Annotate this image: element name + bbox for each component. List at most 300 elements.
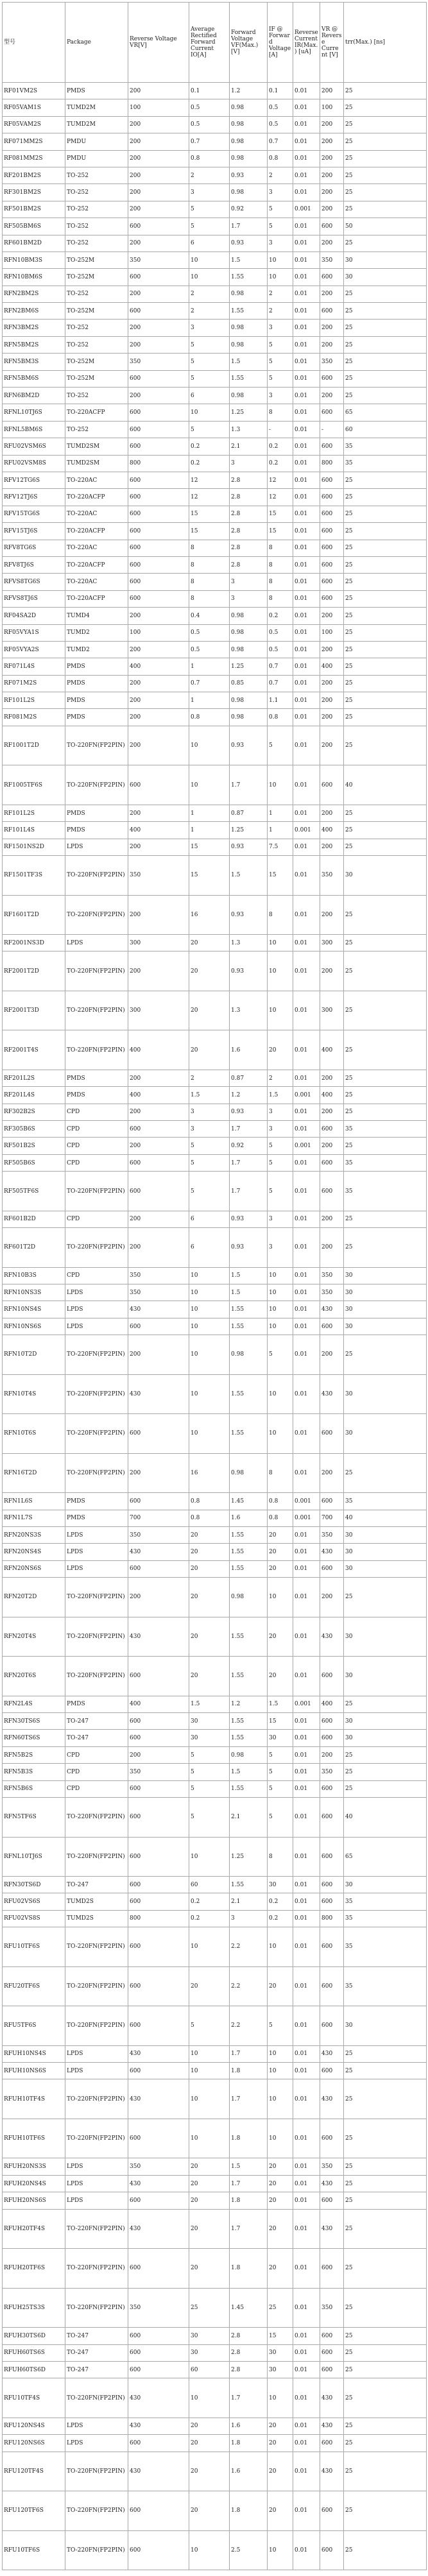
cell-forward-voltage: 1.45 [230,1493,268,1510]
cell-if: 20 [268,1030,293,1070]
cell-trr: 25 [344,1087,427,1104]
cell-package: LPDS [65,1284,128,1301]
cell-reverse-voltage: 600 [128,1154,189,1171]
cell-if: 10 [268,765,293,805]
cell-vr: 200 [320,709,344,726]
cell-forward-current: 5 [189,1798,230,1838]
cell-forward-current: 10 [189,2530,230,2570]
cell-part-number: RFUH20NS4S [3,2175,65,2192]
cell-vr: 200 [320,184,344,201]
cell-part-number: RFUH25TS3S [3,2288,65,2328]
cell-if: 0.2 [268,1893,293,1910]
cell-forward-voltage: 1.55 [230,1730,268,1746]
cell-forward-current: 1 [189,658,230,675]
cell-reverse-voltage: 200 [128,675,189,692]
cell-if: 1.1 [268,692,293,709]
cell-reverse-voltage: 430 [128,2378,189,2418]
cell-part-number: RFN5B6S [3,1780,65,1797]
cell-trr: 25 [344,83,427,99]
cell-trr: 25 [344,2249,427,2289]
cell-if: 3 [268,388,293,404]
cell-reverse-current: 0.01 [293,856,320,896]
table-row [3,421,427,438]
table-row [3,1764,427,1780]
cell-part-number: RF201L4S [3,1087,65,1104]
table-row [3,709,427,726]
table-row [3,2209,427,2249]
cell-forward-voltage: 2.8 [230,523,268,540]
cell-forward-current: 5 [189,1172,230,1211]
cell-if: 20 [268,1526,293,1543]
cell-forward-voltage: 0.98 [230,641,268,658]
table-row [3,235,427,252]
cell-forward-current: 10 [189,404,230,421]
cell-trr: 25 [344,2530,427,2570]
cell-package: TO-220FN(FP2PIN) [65,2530,128,2570]
cell-forward-voltage: 0.93 [230,951,268,991]
cell-trr: 25 [344,590,427,607]
cell-package: TUMD2 [65,641,128,658]
cell-reverse-current: 0.01 [293,839,320,855]
table-row [3,2491,427,2531]
cell-forward-current: 10 [189,1318,230,1335]
table-row [3,523,427,540]
cell-vr: 600 [320,218,344,235]
cell-if: 8 [268,404,293,421]
table-row [3,1414,427,1454]
cell-trr: 40 [344,1798,427,1838]
cell-forward-voltage: 1.25 [230,822,268,839]
cell-part-number: RF05VAM1S [3,99,65,116]
cell-reverse-voltage: 350 [128,1526,189,1543]
cell-forward-voltage: 1.7 [230,1121,268,1138]
cell-trr: 30 [344,1657,427,1696]
cell-forward-current: 0.2 [189,1910,230,1927]
cell-reverse-current: 0.01 [293,624,320,641]
table-row [3,1104,427,1120]
cell-reverse-current: 0.01 [293,2249,320,2289]
cell-reverse-voltage: 430 [128,2418,189,2434]
table-row [3,1780,427,1797]
cell-reverse-current: 0.01 [293,472,320,488]
cell-forward-voltage: 0.87 [230,805,268,821]
cell-package: CPD [65,1104,128,1120]
cell-if: 10 [268,2378,293,2418]
table-row [3,286,427,302]
cell-package: LPDS [65,1560,128,1577]
cell-trr: 25 [344,991,427,1030]
table-row [3,184,427,201]
cell-trr: 35 [344,438,427,455]
cell-package: TO-220AC [65,506,128,522]
cell-forward-voltage: 0.85 [230,675,268,692]
cell-forward-current: 20 [189,2158,230,2175]
cell-part-number: RFU10TF6S [3,1927,65,1967]
cell-if: 20 [268,2192,293,2209]
table-row [3,1966,427,2006]
cell-reverse-voltage: 200 [128,1578,189,1617]
cell-forward-voltage: 1.45 [230,2288,268,2328]
cell-trr: 30 [344,1267,427,1284]
cell-forward-current: 10 [189,252,230,268]
cell-trr: 30 [344,1374,427,1414]
cell-if: 5 [268,1335,293,1375]
cell-trr: 25 [344,2209,427,2249]
cell-reverse-voltage: 600 [128,1121,189,1138]
cell-reverse-current: 0.01 [293,286,320,302]
cell-forward-voltage: 0.92 [230,1138,268,1154]
cell-part-number: RF071MM2S [3,133,65,150]
cell-reverse-voltage: 350 [128,2288,189,2328]
cell-reverse-current: 0.01 [293,1070,320,1086]
cell-forward-current: 20 [189,2175,230,2192]
cell-vr: 600 [320,1730,344,1746]
cell-vr: 200 [320,839,344,855]
cell-vr: 600 [320,1414,344,1454]
cell-forward-voltage: 2.2 [230,1966,268,2006]
cell-part-number: RF081M2S [3,709,65,726]
cell-if: 0.8 [268,1493,293,1510]
cell-part-number: RF101L2S [3,805,65,821]
table-body [3,83,427,2570]
cell-vr: 200 [320,1453,344,1493]
cell-vr: 200 [320,951,344,991]
cell-forward-voltage: 1.6 [230,2452,268,2491]
cell-forward-current: 5 [189,354,230,370]
cell-trr: 25 [344,506,427,522]
cell-vr: 600 [320,2063,344,2079]
table-row [3,1893,427,1910]
cell-reverse-current: 0.01 [293,1746,320,1763]
cell-if: 25 [268,2288,293,2328]
cell-forward-current: 20 [189,1560,230,1577]
cell-if: 10 [268,2530,293,2570]
cell-package: PMDS [65,1493,128,1510]
cell-part-number: RFN2L4S [3,1696,65,1712]
cell-vr: 200 [320,895,344,935]
cell-vr: 430 [320,2452,344,2491]
cell-part-number: RF501B2S [3,1138,65,1154]
table-row [3,2344,427,2361]
cell-package: TO-220FN(FP2PIN) [65,2491,128,2531]
table-row [3,2418,427,2434]
cell-part-number: RFN20T6S [3,1657,65,1696]
cell-reverse-voltage: 430 [128,2452,189,2491]
cell-reverse-voltage: 200 [128,1138,189,1154]
cell-vr: 200 [320,1578,344,1617]
table-row [3,2328,427,2344]
cell-if: 10 [268,2079,293,2119]
cell-reverse-current: 0.01 [293,1927,320,1967]
table-row [3,895,427,935]
cell-forward-current: 5 [189,421,230,438]
cell-forward-voltage: 0.93 [230,1211,268,1227]
cell-reverse-current: 0.01 [293,574,320,590]
cell-trr: 30 [344,856,427,896]
cell-package: TO-220FN(FP2PIN) [65,1798,128,1838]
cell-reverse-voltage: 600 [128,2491,189,2531]
cell-vr: 600 [320,590,344,607]
cell-part-number: RF081MM2S [3,150,65,167]
cell-reverse-voltage: 700 [128,1510,189,1526]
cell-reverse-voltage: 600 [128,1657,189,1696]
cell-forward-voltage: 0.98 [230,1746,268,1763]
cell-if: 10 [268,991,293,1030]
cell-part-number: RFN10NS4S [3,1301,65,1318]
cell-package: TO-220FN(FP2PIN) [65,2452,128,2491]
cell-forward-current: 8 [189,574,230,590]
cell-trr: 25 [344,822,427,839]
cell-forward-current: 10 [189,2063,230,2079]
cell-forward-voltage: 2.1 [230,1798,268,1838]
cell-part-number: RF2001T3D [3,991,65,1030]
cell-vr: 600 [320,472,344,488]
cell-vr: 100 [320,99,344,116]
cell-forward-current: 15 [189,856,230,896]
cell-package: TO-252 [65,320,128,336]
cell-package: LPDS [65,839,128,855]
cell-forward-current: 10 [189,1837,230,1877]
table-row [3,2435,427,2452]
cell-reverse-voltage: 600 [128,2063,189,2079]
cell-if: 20 [268,2249,293,2289]
cell-part-number: RFNL5BM6S [3,421,65,438]
cell-trr: 25 [344,709,427,726]
cell-if: 10 [268,252,293,268]
cell-trr: 25 [344,2328,427,2344]
cell-package: LPDS [65,2175,128,2192]
cell-package: TO-252 [65,184,128,201]
table-row [3,608,427,624]
table-row [3,1510,427,1526]
table-row [3,2119,427,2158]
header-trr: trr(Max.) [ns] [344,3,427,83]
cell-forward-current: 5 [189,218,230,235]
cell-part-number: RFN5BM3S [3,354,65,370]
cell-trr: 25 [344,2418,427,2434]
cell-vr: 600 [320,2119,344,2158]
cell-forward-voltage: 1.5 [230,252,268,268]
cell-if: 10 [268,1301,293,1318]
cell-package: PMDU [65,150,128,167]
cell-part-number: RF501BM2S [3,201,65,218]
cell-vr: 200 [320,726,344,765]
cell-vr: 200 [320,388,344,404]
cell-forward-voltage: 1.5 [230,1284,268,1301]
table-row [3,2452,427,2491]
cell-if: 2 [268,286,293,302]
cell-forward-voltage: 1.3 [230,421,268,438]
cell-if: 5 [268,1154,293,1171]
cell-if: 5 [268,336,293,353]
cell-trr: 25 [344,556,427,573]
cell-part-number: RFNL10TJ6S [3,404,65,421]
cell-package: PMDS [65,1087,128,1104]
cell-reverse-voltage: 200 [128,726,189,765]
cell-forward-current: 0.8 [189,1510,230,1526]
cell-part-number: RFN16T2D [3,1453,65,1493]
cell-trr: 35 [344,455,427,472]
cell-part-number: RFN20T4S [3,1617,65,1657]
cell-part-number: RFN5B3S [3,1764,65,1780]
cell-reverse-voltage: 600 [128,2435,189,2452]
cell-vr: 200 [320,320,344,336]
cell-package: TO-247 [65,1713,128,1730]
cell-part-number: RFN5TF6S [3,1798,65,1838]
table-row [3,201,427,218]
cell-trr: 25 [344,2288,427,2328]
cell-vr: 600 [320,1560,344,1577]
cell-reverse-voltage: 200 [128,1228,189,1268]
cell-package: LPDS [65,2192,128,2209]
cell-reverse-voltage: 200 [128,839,189,855]
cell-reverse-voltage: 300 [128,991,189,1030]
cell-vr: 600 [320,2328,344,2344]
cell-reverse-voltage: 800 [128,1910,189,1927]
cell-trr: 35 [344,1893,427,1910]
cell-reverse-current: 0.01 [293,1172,320,1211]
cell-reverse-current: 0.01 [293,658,320,675]
cell-reverse-current: 0.01 [293,116,320,133]
cell-package: TO-220ACFP [65,590,128,607]
cell-reverse-current: 0.01 [293,1560,320,1577]
header-reverse-current: Reverse Current IR(Max.) [uA] [293,3,320,83]
cell-part-number: RFN10T6S [3,1414,65,1454]
cell-package: TO-220FN(FP2PIN) [65,2288,128,2328]
cell-reverse-current: 0.01 [293,1154,320,1171]
cell-reverse-current: 0.01 [293,1657,320,1696]
table-row [3,303,427,320]
table-row [3,1910,427,1927]
cell-package: TO-252 [65,421,128,438]
cell-if: 1 [268,822,293,839]
cell-vr: 100 [320,624,344,641]
cell-forward-current: 20 [189,2192,230,2209]
cell-if: 5 [268,370,293,387]
cell-vr: 200 [320,286,344,302]
cell-part-number: RFV12TJ6S [3,489,65,506]
table-row [3,675,427,692]
cell-package: TO-252 [65,286,128,302]
cell-reverse-current: 0.01 [293,489,320,506]
cell-if: 7.5 [268,839,293,855]
cell-part-number: RF1501NS2D [3,839,65,855]
cell-part-number: RFV8TJ6S [3,556,65,573]
table-row [3,472,427,488]
cell-package: TO-220FN(FP2PIN) [65,2378,128,2418]
table-row [3,1172,427,1211]
cell-reverse-current: 0.001 [293,1087,320,1104]
cell-package: TO-220FN(FP2PIN) [65,1414,128,1454]
cell-reverse-current: 0.01 [293,235,320,252]
cell-part-number: RF302B2S [3,1104,65,1120]
cell-forward-current: 10 [189,2119,230,2158]
cell-part-number: RFN2BM2S [3,286,65,302]
cell-package: TO-247 [65,2328,128,2344]
cell-vr: 600 [320,1713,344,1730]
cell-reverse-current: 0.01 [293,2192,320,2209]
cell-forward-current: 10 [189,2045,230,2062]
cell-package: TO-220FN(FP2PIN) [65,991,128,1030]
cell-if: 20 [268,2491,293,2531]
cell-trr: 25 [344,675,427,692]
cell-package: TO-252 [65,235,128,252]
cell-trr: 25 [344,370,427,387]
table-row [3,692,427,709]
cell-trr: 25 [344,235,427,252]
cell-forward-voltage: 1.55 [230,1544,268,1560]
cell-trr: 25 [344,2344,427,2361]
cell-reverse-current: 0.01 [293,370,320,387]
cell-reverse-voltage: 600 [128,590,189,607]
cell-reverse-current: 0.01 [293,150,320,167]
cell-forward-current: 10 [189,1374,230,1414]
cell-reverse-current: 0.01 [293,1526,320,1543]
table-row [3,489,427,506]
cell-if: 5 [268,1780,293,1797]
cell-forward-voltage: 1.8 [230,2435,268,2452]
cell-part-number: RF1005TF6S [3,765,65,805]
cell-vr: 200 [320,692,344,709]
table-row [3,951,427,991]
cell-reverse-voltage: 200 [128,116,189,133]
cell-reverse-voltage: 400 [128,1087,189,1104]
cell-part-number: RF305B6S [3,1121,65,1138]
cell-if: 0.8 [268,709,293,726]
cell-package: TO-220FN(FP2PIN) [65,895,128,935]
cell-part-number: RF1501TF3S [3,856,65,896]
cell-reverse-current: 0.01 [293,1877,320,1893]
cell-if: 20 [268,2452,293,2491]
cell-reverse-current: 0.001 [293,1696,320,1712]
cell-forward-current: 20 [189,1617,230,1657]
cell-trr: 25 [344,150,427,167]
header-vr-at-reverse-current: VR @ Reverse Current [V] [320,3,344,83]
cell-trr: 25 [344,726,427,765]
cell-part-number: RFN20NS6S [3,1560,65,1577]
cell-part-number: RF071L4S [3,658,65,675]
cell-reverse-voltage: 600 [128,2344,189,2361]
cell-package: TO-220ACFP [65,556,128,573]
cell-forward-voltage: 0.98 [230,116,268,133]
cell-reverse-voltage: 600 [128,540,189,556]
cell-forward-voltage: 2.2 [230,1927,268,1967]
cell-trr: 30 [344,1877,427,1893]
cell-package: CPD [65,1121,128,1138]
cell-forward-current: 20 [189,991,230,1030]
table-row [3,540,427,556]
cell-reverse-current: 0.01 [293,506,320,522]
cell-package: TO-220FN(FP2PIN) [65,726,128,765]
cell-package: PMDS [65,709,128,726]
cell-forward-voltage: 1.7 [230,2079,268,2119]
cell-reverse-voltage: 800 [128,455,189,472]
cell-forward-current: 0.8 [189,150,230,167]
cell-forward-voltage: 0.93 [230,1104,268,1120]
cell-reverse-current: 0.01 [293,99,320,116]
cell-reverse-current: 0.01 [293,641,320,658]
cell-vr: 600 [320,404,344,421]
cell-trr: 30 [344,1617,427,1657]
cell-reverse-voltage: 600 [128,2249,189,2289]
table-row [3,1696,427,1712]
table-row [3,150,427,167]
cell-reverse-voltage: 200 [128,336,189,353]
cell-reverse-current: 0.01 [293,1284,320,1301]
cell-trr: 25 [344,286,427,302]
cell-if: 30 [268,2361,293,2378]
table-row [3,370,427,387]
